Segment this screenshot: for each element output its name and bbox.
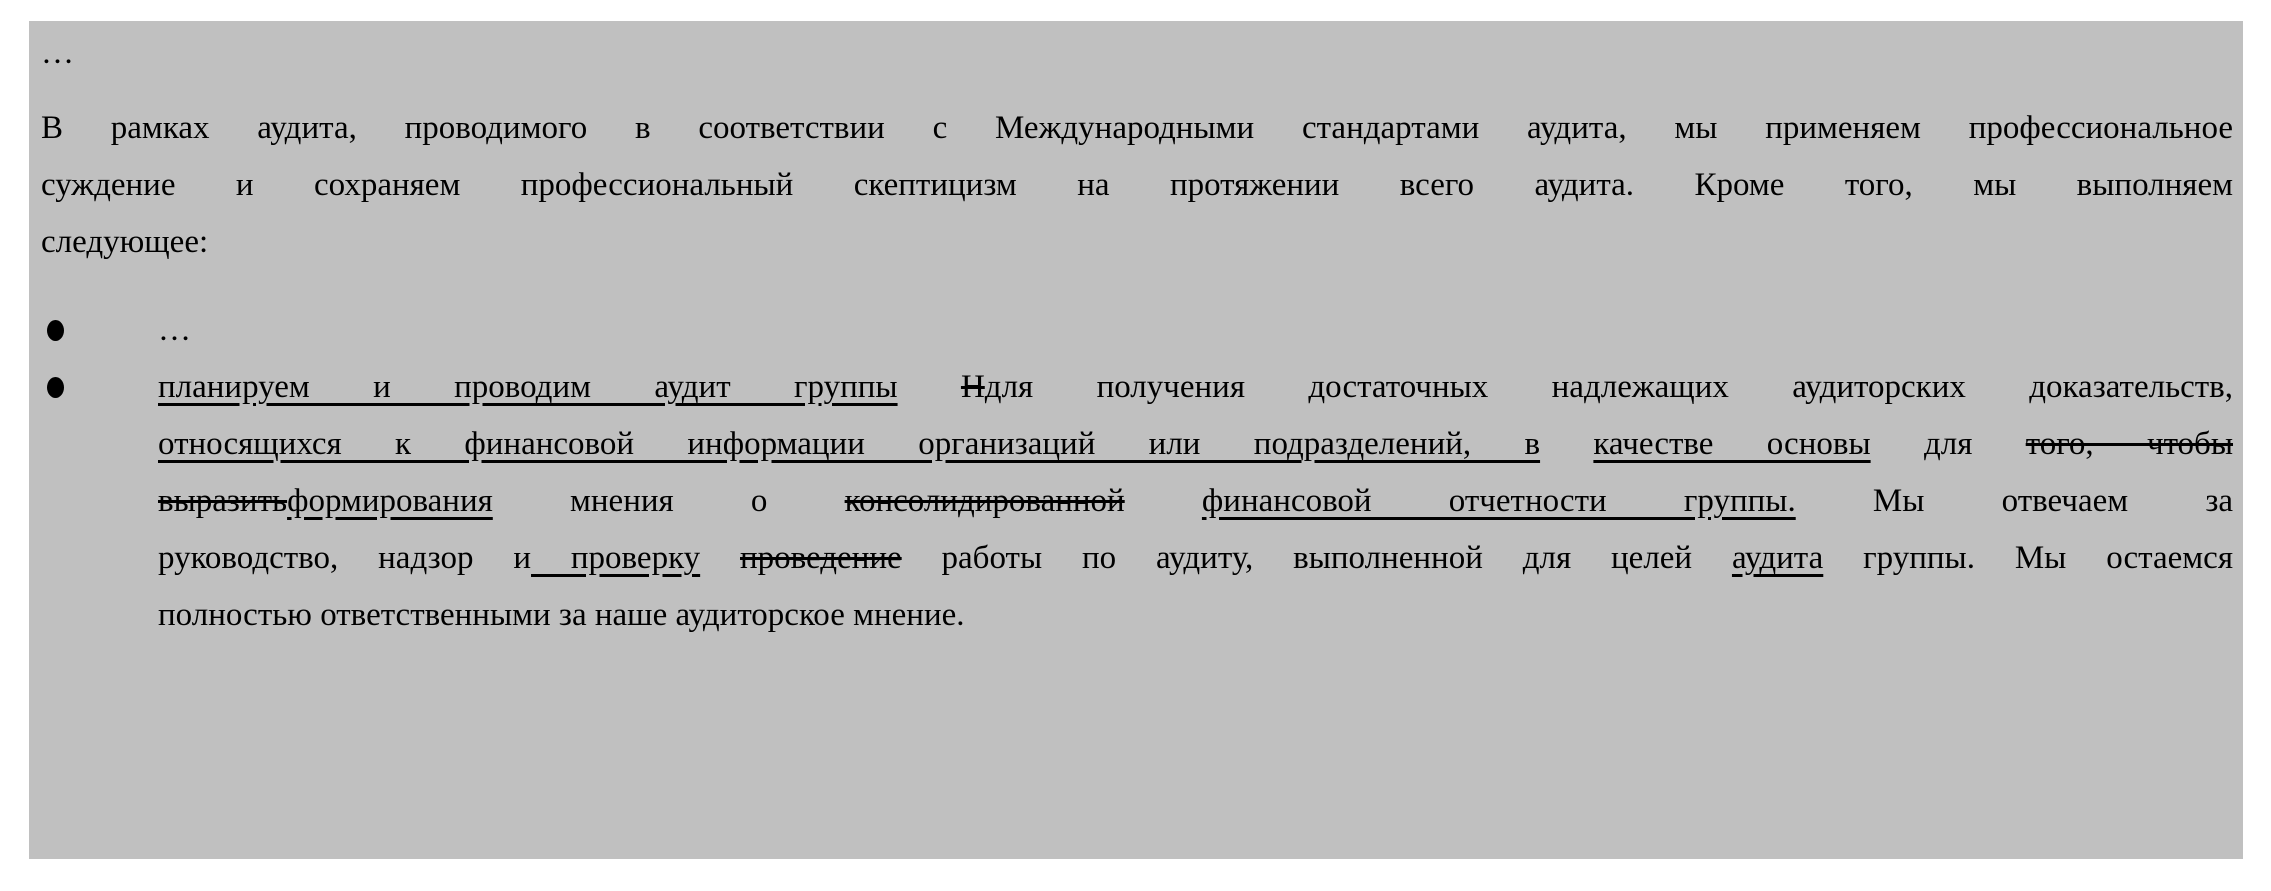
text-line [41,214,2233,271]
bullet-disc-shape [47,377,64,398]
inserted-text: формирования [287,483,493,519]
list-item [41,359,2233,644]
text-run: работы по аудиту, выполненной для целей [901,540,1732,576]
text-run: руководство, надзор и [158,540,532,576]
text-run: В рамках аудита, проводимого в соответствии с Международными стандартами аудита, мы применяем профессиональное [41,110,2233,146]
deleted-text: Н [960,369,985,405]
text-run: группы. Мы остаемся [1823,540,2234,576]
bullet-icon [41,302,158,341]
bullet-content-group-audit [158,359,2233,644]
text-run: для получения достаточных надлежащих аудиторских доказательств, [984,369,2234,405]
text-line [158,473,2233,530]
text-run: Мы отвечаем за [1795,483,2234,519]
leading-ellipsis: … [41,35,74,71]
text-line [158,302,2233,359]
text-run: полностью ответственными за наше аудиторское мнение. [158,597,965,633]
bullet-disc-shape [47,320,64,341]
text-run [700,540,740,576]
text-run [1125,483,1202,519]
inserted-text: качестве основы [1593,426,1871,462]
inserted-text: проверку [531,540,701,576]
text-line [158,416,2233,473]
intro-paragraph [41,100,2233,271]
text-line [158,359,2233,416]
inserted-text: относящихся к финансовой информации организаций или подразделений, в [158,426,1541,462]
text-line [41,100,2233,157]
document-panel [29,21,2243,859]
text-run [898,369,961,405]
deleted-text: проведение [740,540,902,576]
inserted-text: финансовой отчетности группы. [1201,483,1796,519]
deleted-text: выразить [158,483,288,519]
list-item [41,302,2233,359]
text-run: для [1870,426,2026,462]
inserted-text: аудита [1731,540,1824,576]
bullet-icon [41,359,158,398]
text-run: суждение и сохраняем профессиональный скептицизм на протяжении всего аудита. Кроме того, мы выполняем [41,167,2233,203]
text-run: следующее: [41,224,209,260]
text-line [158,530,2233,587]
inserted-text: планируем и проводим аудит группы [158,369,898,405]
bullet-content-ellipsis [158,302,2233,359]
text-run: мнения о [492,483,845,519]
deleted-text: того, чтобы [2025,426,2234,462]
text-line [41,157,2233,214]
bullet-list [41,302,2233,644]
text-run [1540,426,1593,462]
text-run: … [158,312,191,348]
deleted-text: консолидированной [844,483,1125,519]
text-line [158,587,2233,644]
